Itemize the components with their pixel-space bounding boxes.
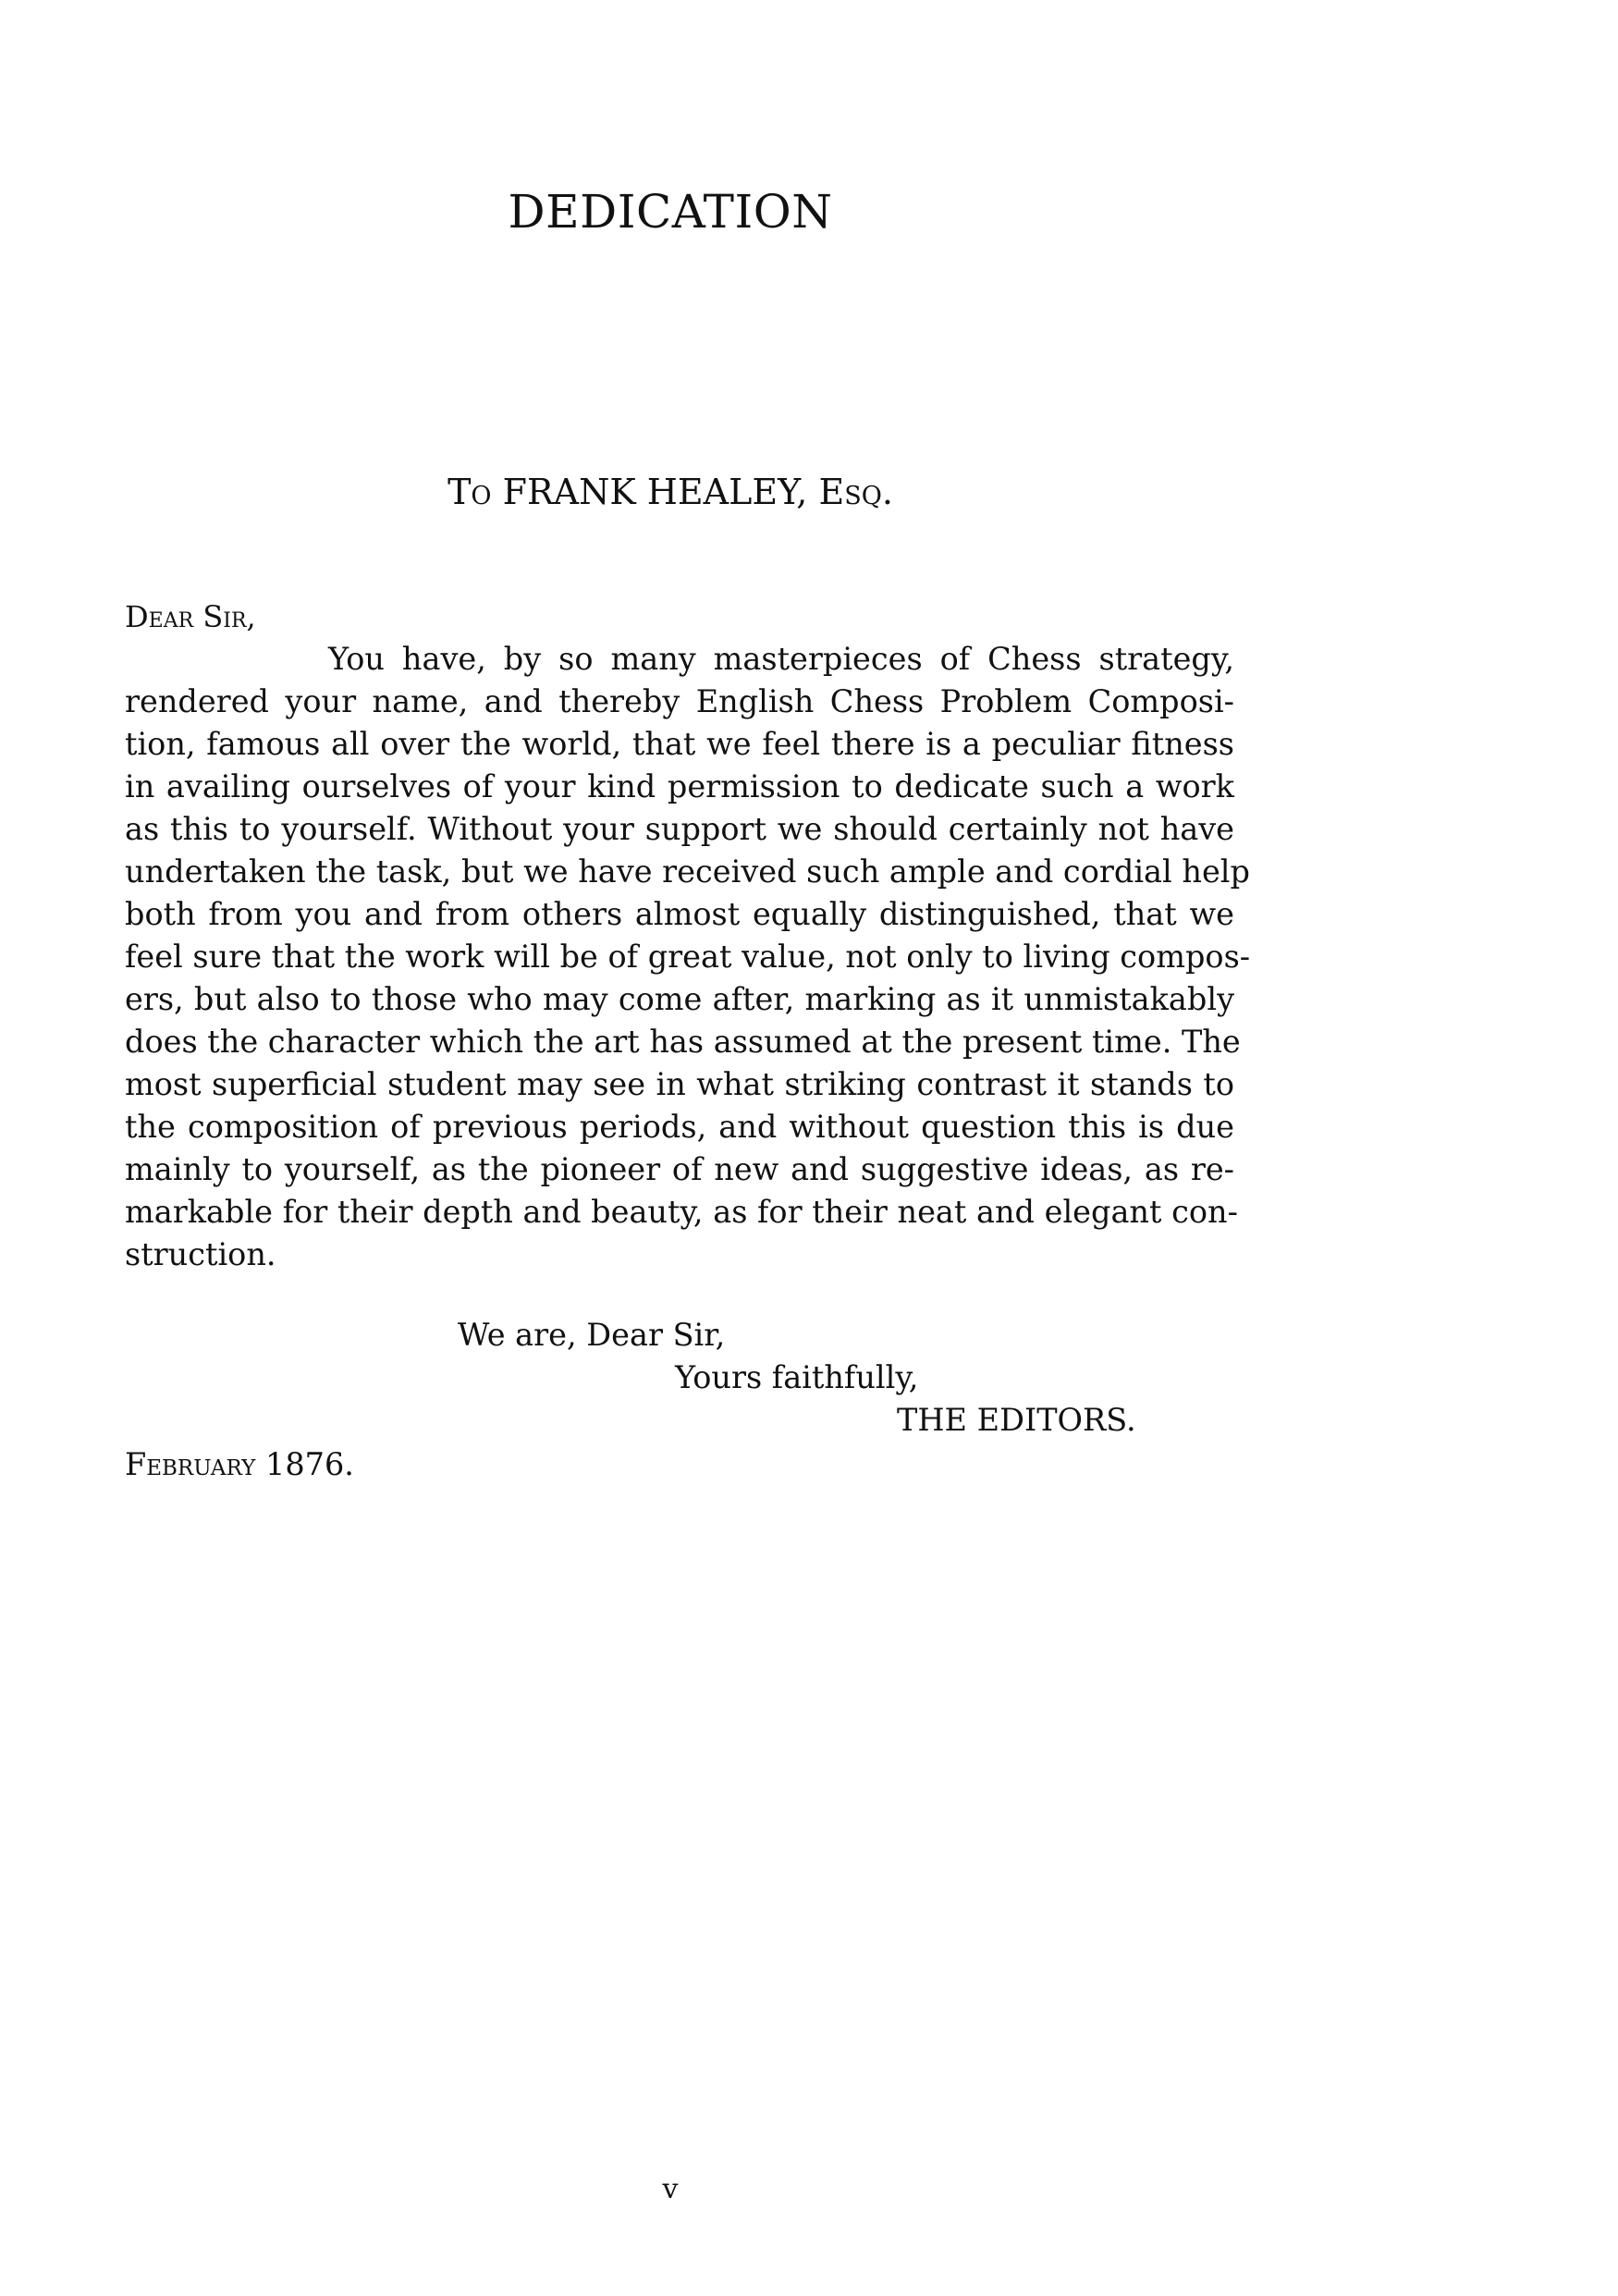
body-line: as this to yourself. Without your support we should certainly not have — [125, 811, 1234, 847]
addressee-line — [0, 472, 1341, 512]
body-line: mainly to yourself, as the pioneer of new and suggestive ideas, as re- — [125, 1151, 1234, 1187]
dedication-body — [125, 638, 1251, 1276]
body-line: rendered your name, and thereby English Chess Problem Composi- — [125, 683, 1234, 719]
body-line: struction. — [125, 1236, 276, 1272]
page-title: DEDICATION — [508, 185, 833, 239]
body-line: the composition of previous periods, and without question this is due — [125, 1109, 1234, 1145]
body-line: markable for their depth and beauty, as for their neat and elegant con- — [125, 1194, 1238, 1230]
salutation: Dear Sir, — [125, 599, 256, 634]
body-line: undertaken the task, but we have received such ample and cordial help — [125, 853, 1250, 890]
addressee-suffix: Esq. — [818, 472, 893, 512]
date-line — [125, 1446, 354, 1482]
date-month: February — [125, 1446, 256, 1482]
page-number: v — [662, 2173, 679, 2205]
addressee-to: To — [447, 472, 492, 512]
body-line: feel sure that the work will be of great value, not only to living compos- — [125, 939, 1251, 975]
body-line: in availing ourselves of your kind permission to dedicate such a work — [125, 768, 1234, 804]
addressee-name: FRANK HEALEY, — [502, 472, 808, 512]
body-line: both from you and from others almost equally distinguished, that we — [125, 896, 1234, 932]
body-line: does the character which the art has assumed at the present time. The — [125, 1024, 1241, 1060]
body-line: most superficial student may see in what striking contrast it stands to — [125, 1066, 1234, 1102]
closing-line-1: We are, Dear Sir, — [458, 1317, 726, 1353]
date-year: 1876. — [265, 1446, 354, 1482]
signature: THE EDITORS. — [897, 1402, 1136, 1438]
body-line: tion, famous all over the world, that we feel there is a peculiar fitness — [125, 726, 1234, 762]
closing-line-2: Yours faithfully, — [675, 1359, 919, 1395]
body-line: You have, by so many masterpieces of Chess strategy, — [328, 641, 1234, 677]
body-line: ers, but also to those who may come after, marking as it unmistakably — [125, 981, 1234, 1017]
